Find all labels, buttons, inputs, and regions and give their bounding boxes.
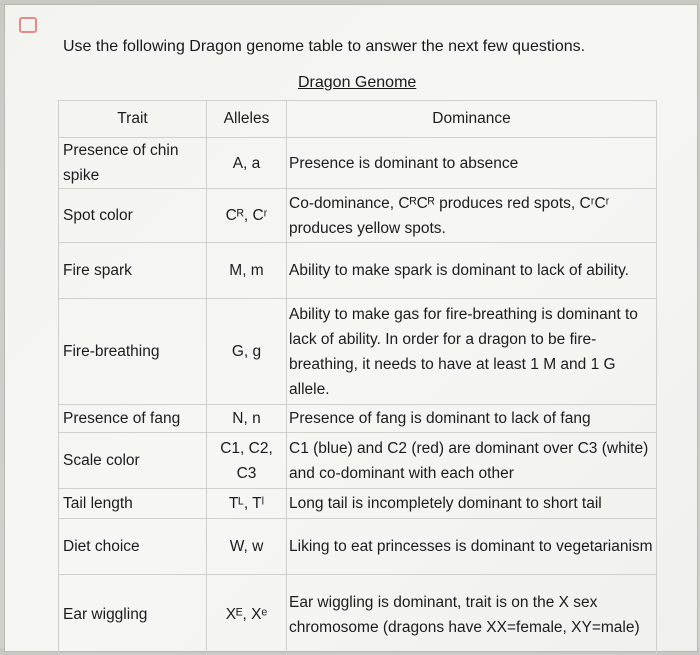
- instruction-text: Use the following Dragon genome table to answer the next few questions.: [63, 38, 586, 55]
- table-row: [59, 489, 657, 519]
- trait-cell: Fire spark: [59, 243, 207, 299]
- table-row: [59, 243, 657, 299]
- dominance-cell: Liking to eat princesses is dominant to vegetarianism: [287, 519, 657, 575]
- dominance-cell: Long tail is incompletely dominant to short tail: [287, 489, 657, 519]
- trait-cell: Tail length: [59, 489, 207, 519]
- table-row: [59, 433, 657, 489]
- trait-cell: Spot color: [59, 189, 207, 243]
- dragon-genome-table: [58, 100, 657, 655]
- table-row: [59, 405, 657, 433]
- trait-cell: Scale color: [59, 433, 207, 489]
- header-trait: Trait: [59, 101, 207, 138]
- trait-cell: Presence of fang: [59, 405, 207, 433]
- table-row: [59, 189, 657, 243]
- trait-cell: Presence of chin spike: [59, 138, 207, 189]
- dominance-cell: Ear wiggling is dominant, trait is on the X sex chromosome (dragons have XX=female, XY=male): [287, 575, 657, 655]
- alleles-cell: A, a: [207, 138, 287, 189]
- trait-cell: Ear wiggling: [59, 575, 207, 655]
- alleles-cell: Xᴱ, Xᵉ: [207, 575, 287, 655]
- table-header-row: [59, 101, 657, 138]
- alleles-cell: G, g: [207, 299, 287, 405]
- dominance-cell: Presence is dominant to absence: [287, 138, 657, 189]
- alleles-cell: N, n: [207, 405, 287, 433]
- trait-cell: Fire-breathing: [59, 299, 207, 405]
- alleles-cell: M, m: [207, 243, 287, 299]
- dominance-cell: C1 (blue) and C2 (red) are dominant over C3 (white) and co-dominant with each other: [287, 433, 657, 489]
- dominance-cell: Presence of fang is dominant to lack of fang: [287, 405, 657, 433]
- header-alleles: Alleles: [207, 101, 287, 138]
- trait-cell: Diet choice: [59, 519, 207, 575]
- header-dominance: Dominance: [287, 101, 657, 138]
- alleles-cell: Tᴸ, Tˡ: [207, 489, 287, 519]
- table-row: [59, 138, 657, 189]
- flag-icon: [19, 17, 37, 33]
- table-row: [59, 575, 657, 655]
- table-row: [59, 299, 657, 405]
- table-row: [59, 519, 657, 575]
- alleles-cell: C1, C2, C3: [207, 433, 287, 489]
- alleles-cell: W, w: [207, 519, 287, 575]
- dominance-cell: Ability to make spark is dominant to lack of ability.: [287, 243, 657, 299]
- dominance-cell: Co-dominance, CᴿCᴿ produces red spots, CʳCʳ produces yellow spots.: [287, 189, 657, 243]
- dominance-cell: Ability to make gas for fire-breathing is dominant to lack of ability. In order for a dragon to be fire-breathing, it needs to have at least 1 M and 1 G allele.: [287, 299, 657, 405]
- table-title: Dragon Genome: [298, 74, 417, 91]
- alleles-cell: Cᴿ, Cʳ: [207, 189, 287, 243]
